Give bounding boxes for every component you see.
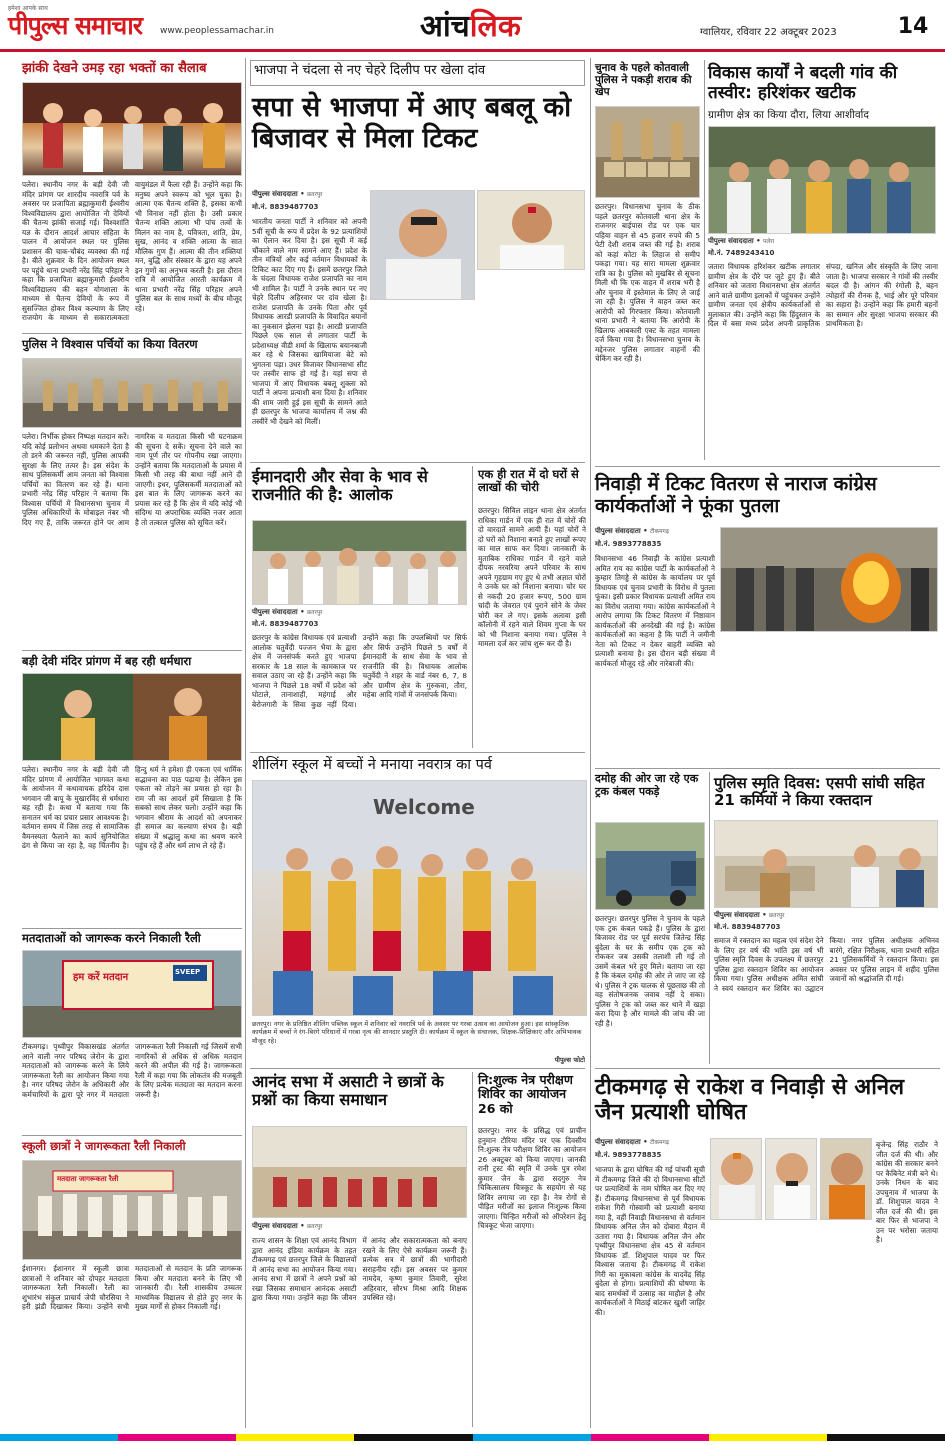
police-parchi-body: पलेरा। निर्भीक होकर निष्पक्ष मतदान करें। यदि कोई प्रलोभन अथवा धमकाने देता है तो डरने की जरूरत नहीं, पुलिस आपकी सुरक्षा के लिए तत्पर है। इस संदेश के साथ पुलिसकर्मी आम जनता को विश्वास पर्चियों का वितरण कर रहे हैं। थाना प्रभारी नरेंद्र सिंह परिहार ने बताया कि विश्वास पर्चियों में विधानसभा चुनाव में पुलिस अधिकारियों के मोबाइल नंबर भी दिए गए हैं, ताकि जरूरत होने पर आम नागरिक व मतदाता किसी भी घटनाक्रम की सूचना दे सकें। सूचना देने वाले का नाम पूर्ण तौर पर गोपनीय रखा जाएगा। उन्होंने बताया कि मतदाताओं के प्रयास में किसी भी तरह की बाधा नहीं आने दी जाएगी। इधर, पुलिसकर्मी मतदाताओं को इस बात के लिए जागरूक करने का प्रयास कर रहे हैं कि क्षेत्र में यदि कोई भी संदिग्ध या अपराधिक व्यक्ति नजर आता है तो तत्काल पुलिस को सूचित करें। (22, 432, 242, 527)
dateline: ग्वालियर, रविवार 22 अक्टूबर 2023 (700, 27, 837, 38)
rally-banner-text: हम करें मतदान (73, 972, 129, 983)
babloo-body-continued (370, 303, 585, 453)
imandari-byline: पीपुल्स संवाददाता • छतरपुर (252, 608, 323, 616)
tikamgarh-body-continued (710, 1224, 872, 1427)
babloo-kicker: भाजपा ने चंदला से नए चेहरे दिलीप पर खेला दांव (254, 63, 486, 78)
vikas-place: पलेरा (763, 239, 775, 245)
damoh-photo (595, 822, 705, 910)
yellow-swatch (709, 1434, 827, 1441)
section-title-part-2: लिक (469, 9, 521, 44)
newspaper-logo: पीपुल्स समाचार (8, 11, 142, 40)
jhanki-headline: झांकी देखने उमड़ रहा भक्तों का सैलाब (22, 61, 207, 76)
niwari-mobile: मो.नं. 9893778835 (595, 540, 662, 548)
raktdaan-photo-art (715, 821, 938, 908)
raktdaan-byline-name: पीपुल्स संवाददाता (714, 911, 760, 919)
tikamgarh-byline-name: पीपुल्स संवाददाता (595, 1138, 641, 1146)
raktdaan-photo (714, 820, 938, 908)
babloo-byline: पीपुल्स संवाददाता • छतरपुर (252, 190, 323, 198)
magenta-swatch (118, 1434, 236, 1441)
imandari-headline: ईमानदारी और सेवा के भाव से राजनीति की है: आलोक (252, 467, 428, 505)
chunav-sharab-body: छतरपुर। विधानसभा चुनाव के ठीक पहले छतरपुर कोतवाली थाना क्षेत्र के राजनगर बाईपास रोड पर एक चार पहिया वाहन से 45 हजार रुपये की 5 पेटी देशी शराब जब्त की गई है। शराब को कहां कोटा के लिहाज से समीप पकड़ा गया। यह सारा मामला शुक्रवार रात्रि का है। पुलिस को मुखबिर से सूचना मिली थी कि एक वाहन में शराब भरी है और चुनाव में इस्तेमाल के लिए ले जाई जा रही है। पुलिस ने वाहन जब्त कर आरोपी को गिरफ्तार किया। कोतवाली थाना प्रभारी ने बताया कि आरोपी के खिलाफ आबकारी एक्ट के तहत मामला दर्ज किया गया है। विधानसभा चुनाव के मद्देनजर पुलिस लगातार वाहनों की चेकिंग कर रही है। (595, 202, 700, 363)
asati-byline: पीपुल्स संवाददाता • छतरपुर (252, 1222, 323, 1230)
asati-byline-name: पीपुल्स संवाददाता (252, 1222, 298, 1230)
vikas-mobile: मो.नं. 7489243410 (708, 249, 775, 257)
shishupal-photo-art (821, 1139, 872, 1220)
tikamgarh-headline: टीकमगढ़ से राकेश व निवाड़ी से अनिल जैन प्रत्याशी घोषित (595, 1075, 905, 1126)
tikamgarh-mobile: मो.नं. 9893778835 (595, 1151, 662, 1159)
chunav-sharab-photo-art (596, 107, 700, 198)
school-rally-banner: मतदाता जागरूकता रैली (57, 1175, 119, 1183)
tikamgarh-place: टीकमगढ़ (650, 1140, 670, 1146)
dharmdhara-photo-art (23, 674, 242, 761)
jhanki-photo-art (23, 83, 242, 176)
asati-photo-art (253, 1127, 467, 1218)
asati-body: राज्य शासन के शिक्षा एवं आनंद विभाग द्वारा आनंद इंडिया कार्यक्रम के तहत टीकमगढ़ एवं छतरपुर जिले के विद्यालयों में आनंद सभा का आयोजन किया गया। आनंद सभा में छात्रों ने अपने प्रश्नों को रखा जिसका समाधान आनंदक असाटी द्वारा किया गया। उन्होंने कहा कि जीवन में आनंद और सकारात्मकता को बनाए रखने के लिए ऐसे कार्यक्रम जरूरी हैं। प्रत्येक सत्र में छात्रों की भागीदारी सराहनीय रही। इस अवसर पर कुमार नामदेव, कृष्ण कुमार तिवारी, सुरेश अहिरवार, सौरभ मिश्रा आदि शिक्षक उपस्थित रहे। (252, 1236, 467, 1302)
school-rally-headline: स्कूली छात्रों ने जागरूकता रैली निकाली (22, 1139, 186, 1153)
raktdaan-place: छतरपुर (769, 913, 785, 919)
vikas-photo-art (709, 127, 936, 234)
imandari-byline-name: पीपुल्स संवाददाता (252, 608, 298, 616)
anil-photo-art (766, 1139, 817, 1220)
yellow-swatch (236, 1434, 354, 1441)
shishupal-photo (820, 1138, 872, 1220)
section-divider (22, 1135, 242, 1136)
section-divider (22, 928, 242, 929)
black-swatch (354, 1434, 472, 1441)
niwari-place: टीकमगढ़ (650, 529, 670, 535)
column-divider (709, 772, 710, 1064)
school-rally-body: ईशानगर। ईशानगर में स्कूली छात्रा छात्राओं ने शनिवार को दोपहर मतदाता जागरूकता रैली निकाली। रैली का शुभारंभ संकुल प्राचार्य जेपी चौरसिया ने हरी झंडी दिखाकर किया। उन्होंने सभी मतदाताओं से मतदान के प्रति जागरूक किया और मतदाता बनने के लिए भी जानकारी दी। रैली शासकीय उच्चतर माध्यमिक विद्यालय से होते हुए नगर के मुख्य मार्गों से होकर निकाली गई। (22, 1264, 242, 1311)
column-divider (472, 1072, 473, 1427)
column-divider (472, 466, 473, 748)
imandari-body: छतरपुर के कांग्रेस विधायक एवं प्रत्याशी आलोक चतुर्वेदी पज्जन भैया के द्वारा क्षेत्र में जनसंपर्क करते हुए भाजपा सरकार के 18 साल के कामकाज पर सवाल उठाए जा रहे हैं। उन्होंने कहा कि भाजपा ने पिछले 18 वर्षों में प्रदेश को घोटाले, तानाशाही, महंगाई और बेरोजगारी के सिवा कुछ नहीं दिया। उन्होंने कहा कि उपलब्धियों पर सिर्फ और सिर्फ उन्होंने पिछले 5 वर्षों में ईमानदारी के साथ सेवा के भाव से राजनीति की है। विधायक आलोक चतुर्वेदी ने शहर के वार्ड नंबर 6, 7, 8 और ग्रामीण क्षेत्र के गुरुकवा, तौरा, महेबा आदि गांवों में जनसंपर्क किया। (252, 633, 467, 709)
vikas-byline-name: पीपुल्स संवाददाता (708, 237, 754, 245)
website-link[interactable]: www.peoplessamachar.in (160, 26, 274, 36)
raktdaan-byline: पीपुल्स संवाददाता • छतरपुर (714, 911, 785, 919)
section-divider (595, 768, 940, 769)
anil-photo (765, 1138, 817, 1220)
section-title-part-1: आंच (420, 9, 470, 44)
rakesh-photo (710, 1138, 762, 1220)
tikamgarh-byline: पीपुल्स संवाददाता • टीकमगढ़ (595, 1138, 670, 1146)
matdata-rally-photo (22, 950, 242, 1038)
imandari-place: छतरपुर (307, 610, 323, 616)
school-rally-photo (22, 1160, 242, 1260)
logo-tagline: हमेशा आपके साथ (8, 5, 48, 12)
shilling-headline: शीलिंग स्कूल में बच्चों ने मनाया नवरात्र का पर्व (252, 757, 492, 773)
asati-headline: आनंद सभा में असाटी ने छात्रों के प्रश्नों का किया समाधान (252, 1072, 444, 1110)
imandari-photo-art (253, 521, 467, 605)
matdata-rally-headline: मतदाताओं को जागरूक करने निकाली रैली (22, 931, 201, 945)
section-divider (595, 1068, 940, 1069)
imandari-mobile: मो.नं. 8839487703 (252, 620, 319, 628)
rakesh-photo-art (711, 1139, 762, 1220)
section-divider (250, 1068, 585, 1069)
shilling-caption: छतरपुर। नगर के प्रतिष्ठित शीलिंग पब्लिक स्कूल में शनिवार को नवरात्रि पर्व के अवसर पर गरबा उत्सव का आयोजन हुआ। इस सांस्कृतिक कार्यक्रम में बच्चों ने रंग-बिरंगे परिधानों में गरबा नृत्य की शानदार प्रस्तुति दी। कार्यक्रम में स्कूल के संचालक, शिक्षक-शिक्षिकाएं और अभिभावक मौजूद रहे। (252, 1020, 582, 1045)
shilling-photo (252, 780, 587, 1016)
tikamgarh-body: भाजपा के द्वारा घोषित की गई पांचवी सूची में टीकमगढ़ जिले की दो विधानसभा सीटों पर प्रत्याशियों के नाम घोषित कर दिए गए हैं। टीकमगढ़ विधानसभा से पूर्व विधायक राकेश गिरी गोस्वामी को प्रत्याशी बनाया गया है, वहीं निवाड़ी विधानसभा से वर्तमान विधायक अनिल जैन को दोबारा मैदान में उतारा गया है। विधायक अनिल जैन और पृथ्वीपुर विधानसभा क्षेत्र 45 से वर्तमान विधायक डॉ. शिशुपाल यादव पर फिर विश्वास जताया है। टीकमगढ़ में राकेश गिरी का मुकाबला कांग्रेस के यादवेंद्र सिंह बुंदेला से होगा। प्रत्याशियों की घोषणा के बाद समर्थकों में उत्साह का माहौल है और कार्यकर्ताओं ने मिठाई बांटकर खुशी जाहिर की। (595, 1165, 705, 1317)
vikas-photo (708, 126, 936, 234)
vikas-byline: पीपुल्स संवाददाता • पलेरा (708, 237, 775, 245)
dharmdhara-headline: बड़ी देवी मंदिर प्रांगण में बह रही धर्मधारा (22, 654, 192, 668)
niwari-photo-art (721, 528, 938, 632)
niwari-body: विधानसभा 46 निवाड़ी के कांग्रेस प्रत्याशी अमित राय का कांग्रेस पार्टी के कार्यकर्ताओं ने कुम्हार तिगड्डे से कांग्रेस के कार्यालय पर पूर्व विधायक एवं चुनाव प्रभारी के विरोध में पुतला फूंका। इसी प्रकार विधायक प्रत्याशी अमित राय का विरोध जताया गया। कांग्रेस कार्यकर्ताओं ने आरोप लगाया कि टिकट वितरण में निष्ठावान कार्यकर्ताओं की अनदेखी की गई है। कांग्रेस कार्यकर्ताओं का कहना है कि पार्टी ने जमीनी नेता को टिकट न देकर बाहरी व्यक्ति को प्रत्याशी बनाया है। इस दौरान बड़ी संख्या में कार्यकर्ता मौजूद रहे और नारेबाजी की। (595, 554, 715, 668)
damoh-headline: दमोह की ओर जा रहे एक ट्रक कंबल पकड़े (595, 772, 699, 798)
niwari-photo (720, 527, 938, 632)
magenta-swatch (591, 1434, 709, 1441)
section-title (420, 4, 521, 45)
niwari-byline-name: पीपुल्स संवाददाता (595, 527, 641, 535)
section-divider (595, 466, 940, 467)
babloo-mobile: मो.नं. 8839487703 (252, 203, 319, 211)
section-divider (250, 752, 585, 753)
dilip-photo (477, 190, 585, 270)
babloo-place: छतरपुर (307, 192, 323, 198)
chori-body: छतरपुर। सिविल लाइन थाना क्षेत्र अंतर्गत राधिका गार्डन में एक ही रात में चोरों की दो वारदातें सामने आयी हैं। यहां चोरों ने दो घरों को निशाना बनाते हुए लाखों रूपए का माल साफ कर दिया। जानकारी के मुताबिक राधिका गार्डन में रहने वाले दीपक नरवरिया अपने परिवार के साथ अपने गृहग्राम गए हुए थे तभी अज्ञात चोरों ने उनके घर को निशाना बनाया। चोर घर से नकदी 20 हजार रूपए, 500 ग्राम चांदी के जेवरात एवं पुराने सोने के जेवर चोरी कर ले गए। इसके अलावा इसी कॉलोनी में रहने वाले शिवम गुप्ता के घर को भी निशाना बनाया गया। पुलिस ने मामला दर्ज कर जांच शुरू कर दी है। (478, 506, 586, 648)
dharmdhara-body: पलेरा। स्थानीय नगर के बड़ी देवी जी मंदिर प्रांगण में आयोजित भागवत कथा के आयोजन में कथावाचक हरिदेव दास भगवान जी बापू के मुखारविंद से धर्मधारा बह रही है। कथा में बताया गया कि सनातन धर्म का प्रचार प्रसार आवश्यक है। वर्तमान समय में जिस तरह से सामाजिक वैमनस्यता फैलाने का कार्य सुनियोजित ढंग से किया जा रहा है, वह चिंतनीय है। हिन्दु धर्म ने हमेशा ही एकता एवं धार्मिक सद्भावना का पाठ पढ़ाया है। लेकिन इस एकता को तोड़ने का प्रयास हो रहा है। राम जी का आदर्श हमें सिखाता है कि सबको साथ लेकर चलो। उन्होंने कहा कि भगवान श्रीराम के आदर्श को अपनाकर ही समाज का कल्याण संभव है। बड़ी संख्या में श्रद्धालु कथा का श्रवण करने पहुंच रहे हैं और धर्म लाभ ले रहे हैं। (22, 765, 242, 850)
cyan-swatch (473, 1434, 591, 1441)
damoh-body: छतरपुर। छतरपुर पुलिस ने चुनाव के पहले एक ट्रक कंबल पकड़े हैं। पुलिस के द्वारा बिजावर रोड पर पूर्व सरपंच जितेन्द्र सिंह बुंदेला के घर के समीप एक ट्रक को रोककर जब उसकी तलाशी ली गई तो उसमें कंबल भरे हुए मिले। बताया जा रहा है कि कंबल दमोह की ओर ले जाए जा रहे थे। पुलिस ने ट्रक चालक से पूछताछ की तो वह संतोषजनक जवाब नहीं दे सका। पुलिस ने ट्रक को जब्त कर थाने में खड़ा करा दिया है और मामले की जांच की जा रही है। (595, 914, 705, 1028)
dilip-photo-art (478, 191, 585, 270)
dharmdhara-photo (22, 673, 242, 761)
damoh-photo-art (596, 823, 705, 910)
babloo-body: भारतीय जनता पार्टी ने शनिवार को अपनी 5वीं सूची के रूप में प्रदेश के 92 प्रत्याशियों का ऐलान कर दिया है। इस सूची में कई चौंकाने वाले नाम सामने आए हैं। प्रदेश के तीन मंत्रियों और कई वर्तमान विधायकों के टिकिट काट दिए गए हैं। इसमें छतरपुर जिले के चंदला विधायक राजेश प्रजापति का नाम भी शामिल है। पार्टी ने उनके स्थान पर नए चेहरे दिलीप अहिरवार पर दांव खेला है। राजेश प्रजापति के उनके पिता और पूर्व विधायक आरडी प्रजापति के विवादित बयानों का नुकसान झेलना पड़ा है। आरडी प्रजापति पिछले एक साल से लगातार पार्टी के प्रदेशाध्यक्ष वीडी शर्मा के खिलाफ बयानबाजी कर रहे थे जिसका खामियाजा बेटे को भुगतना पड़ा। उधर विजावर विधानसभा सीट पर तस्वीर साफ हो गई है। यहां सपा से भाजपा में आए विधायक बबलू शुक्ला को पार्टी ने अपना प्रत्याशी बना दिया है। शनिवार की शाम जारी हुई इस सूची के सामने आते ही छतरपुर के भाजपा कार्यालय में जश्न की तस्वीरें भी देखने को मिलीं। (252, 217, 367, 426)
matdata-rally-body: टीकमगढ़। पृथ्वीपुर विकासखंड अंतर्गत आने वाली नगर परिषद जेरोन के द्वारा मतदाताओं को जागरूक करने के लिये जागरूकता रैली का आयोजन किया गया है। नगर परिषद जेरोन के अधिकारी और कर्मचारियों के द्वारा पूरे नगर में मतदाता जागरूकता रैली निकाली गई जिसमें सभी नागरिकों से अधिक से अधिक मतदान करने की अपील की गई है। जागरूकता रैली में कहा गया कि लोकतंत्र की मजबूती के लिए प्रत्येक मतदाता का मतदान करना जरूरी है। (22, 1042, 242, 1099)
section-divider (22, 650, 242, 651)
raktdaan-headline: पुलिस स्मृति दिवस: एसपी सांघी सहित 21 कर्मियों ने किया रक्तदान (714, 774, 925, 810)
column-divider (704, 60, 705, 460)
matdata-rally-photo-art (23, 951, 242, 1038)
section-divider (22, 333, 242, 334)
chori-headline: एक ही रात में दो घरों से लाखों की चोरी (478, 467, 579, 495)
school-rally-photo-art (23, 1161, 242, 1260)
niwari-body-continued (720, 636, 938, 764)
column-divider (590, 58, 591, 1428)
jhanki-body: पलेरा। स्थानीय नगर के बड़ी देवी जी मंदिर प्रांगण पर शारदीय नवरात्रि पर्व के अवसर पर प्रजापिता ब्रह्माकुमारी ईश्वरीय विश्वविद्यालय द्वारा आयोजित नौ देवियों की चैतन्य झांकी सजाई गई। विश्वशांति यज्ञ के दौरान आदर्श आचार संहिता के पालन में आयोजन स्थल पर पुलिस प्रशासन की चाक-चौबंद व्यवस्था की गई है। बीते शुक्रवार के दिन आयोजन स्थल पर पहुंचे थाना प्रभारी नरेंद्र सिंह परिहार ने कहा कि प्रजापिता ब्रह्माकुमारी ईश्वरीय विश्वविद्यालय की बहन योगशाला के माध्यम से चैतन्य देवियों के रूप में सुसज्जित होकर विश्व कल्याण के लिए राजयोग के माध्यम से सकारात्मकता वायुमंडल में फैला रही हैं। उन्होंने कहा कि मनुष्य अपने स्वरूप को भूल चुका है। आत्मा एक चैतन्य शक्ति है, इसका कभी भी विनाश नहीं होता है। उसी प्रकार चैतन्य शक्ति आत्मा भी पांच तत्वों के मिलन का नाम है, पवित्रता, शांति, प्रेम, सुख, आनंद व शक्ति आत्मा के सात मौलिक गुण हैं। आत्मा की तीन शक्तियां मन, बुद्धि और संस्कार के द्वारा यह अपने इन गुणों का अनुभव करती है। इस दौरान रात्रि में आयोजित आरती कार्यक्रम में थाना प्रभारी नरेंद्र सिंह परिहार अपने पुलिस बल के साथ मध्यों के बीच मौजूद रहे। (22, 180, 242, 322)
black-swatch (827, 1434, 945, 1441)
police-parchi-photo-art (23, 359, 242, 428)
cyan-swatch (0, 1434, 118, 1441)
tikamgarh-side-body: बृजेन्द्र सिंह राठौर ने जीत दर्ज की थी। और कांग्रेस की सरकार बनने पर कैबिनेट मंत्री बने थे। उनके निधन के बाद उपचुनाव में भाजपा के डॉ. शिशुपाल यादव ने जीत दर्ज की थी। इस बार फिर से भाजपा ने उन पर भरोसा जताया है। (876, 1140, 938, 1244)
jhanki-photo (22, 82, 242, 176)
page-number: 14 (895, 14, 931, 44)
shilling-credit: पीपुल्स फोटो (554, 1056, 585, 1064)
police-parchi-headline: पुलिस ने विश्वास पर्चियों का किया वितरण (22, 337, 198, 351)
section-divider (250, 462, 585, 463)
babloo-byline-name: पीपुल्स संवाददाता (252, 190, 298, 198)
vikas-headline: विकास कार्यों ने बदली गांव की तस्वीर: हरिशंकर खटीक (708, 63, 898, 103)
netra-headline: नि:शुल्क नेत्र परीक्षण शिविर का आयोजन 26 को (478, 1072, 573, 1116)
chunav-sharab-photo (595, 106, 700, 198)
babloo-headline: सपा से भाजपा में आए बबलू को बिजावर से मिला टिकट (252, 92, 572, 155)
raktdaan-mobile: मो.नं. 8839487703 (714, 923, 781, 931)
sveep-label: SVEEP (175, 968, 201, 976)
police-parchi-photo (22, 358, 242, 428)
imandari-photo (252, 520, 467, 605)
column-divider (245, 58, 246, 1428)
babloo-photo-art (371, 191, 475, 300)
vikas-body: जतारा विधायक हरिशंकर खटीक लगातार ग्रामीण क्षेत्र के दौरे पर जुटे हुए हैं। बीते शनिवार को जतारा विधानसभा क्षेत्र अंतर्गत आने वाले ग्रामीण इलाकों में पहुंचकर उन्होंने ग्रामीण जनता एवं क्षेत्रीय कार्यकर्ताओं से मुलाकात की। उन्होंने कहा कि हिंदुस्तान के दिल में बसा मध्य प्रदेश अपनी प्राकृतिक संपदा, खनिज और संस्कृति के लिए जाना जाता है। भाजपा सरकार ने गांवों की तस्वीर बदल दी है। आंगन की रंगोली है, बहन त्योहारों की रौनक है, भाई और पूरे परिवार का सहारा है। उन्होंने कहा कि हमारी बहनों का सम्मान और सुरक्षा भाजपा सरकार की प्राथमिकता है। (708, 262, 938, 328)
chunav-sharab-headline: चुनाव के पहले कोतवाली पुलिस ने पकड़ी शराब की खेप (595, 62, 692, 99)
welcome-banner-text: Welcome (373, 795, 475, 819)
netra-body: छतरपुर। नगर के प्रसिद्ध एवं प्राचीन हनुमान टौरिया मंदिर पर एक दिवसीय नि:शुल्क नेत्र परीक्षण शिविर का आयोजन 26 अक्टूबर को किया जाएगा। जानकी रानी ट्रस्ट की स्मृति में उनके पुत्र रमेश कुमार जैन के द्वारा सदगुरु नेत्र चिकित्सालय चित्रकूट के सहयोग से यह शिविर लगाया जा रहा है। नेत्र रोगों से पीड़ित मरीजों का इलाज निःशुल्क किया जाएगा। चिन्हित मरीजों को ऑपरेशन हेतु चित्रकूट भेजा जाएगा। (478, 1126, 586, 1230)
print-color-bar (0, 1430, 945, 1445)
niwari-headline: निवाड़ी में टिकट वितरण से नाराज कांग्रेस कार्यकर्ताओं ने फूंका पुतला (595, 473, 877, 517)
niwari-byline: पीपुल्स संवाददाता • टीकमगढ़ (595, 527, 670, 535)
babloo-photo (370, 190, 475, 300)
asati-photo (252, 1126, 467, 1218)
raktdaan-body: समाज में रक्तदान का महत्व एवं संदेश देने के लिए हर वर्ष की भांति इस वर्ष भी पुलिस स्मृति दिवस के उपलक्ष्य में छतरपुर पुलिस द्वारा रक्तदान शिविर का आयोजन किया गया। पुलिस अधीक्षक अमित सांघी ने स्वयं रक्तदान कर शिविर का उद्घाटन किया। नगर पुलिस अधीक्षक अभिनव बारंगे, रक्षित निरीक्षक, थाना प्रभारी सहित 21 पुलिसकर्मियों ने रक्तदान किया। इस अवसर पर पुलिस लाइन में शहीद पुलिस जवानों को श्रद्धांजलि दी गई। (714, 936, 939, 993)
vikas-subhead: ग्रामीण क्षेत्र का किया दौरा, लिया आशीर्वाद (708, 109, 869, 121)
asati-place: छतरपुर (307, 1224, 323, 1230)
